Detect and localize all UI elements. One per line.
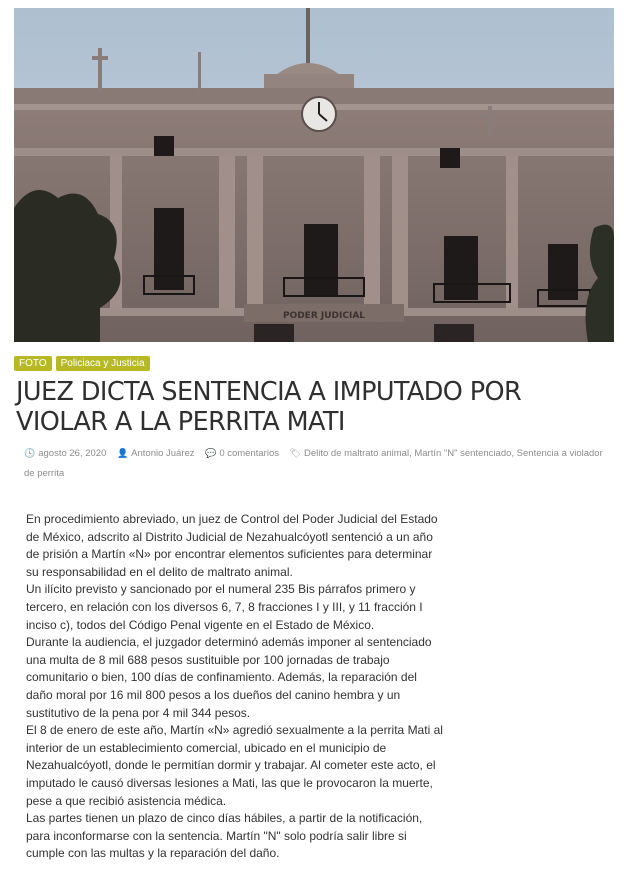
paragraph: En procedimiento abreviado, un juez de Control del Poder Judicial del Estado de México, adscrito al Distrito Judicial de Nezahualcóyotl sentenció a un año de prisión a Martín «N» por encontrar elementos suficientes para determinar su responsabilidad en el delito de maltrato animal.	[26, 512, 438, 579]
tag-link[interactable]: Sentencia a violador de perrita	[24, 448, 603, 479]
tag-icon: 🏷	[289, 448, 301, 458]
tag-link[interactable]: Delito de maltrato animal	[303, 448, 410, 459]
article	[14, 8, 614, 484]
paragraph: Las partes tienen un plazo de cinco días hábiles, a partir de la notificación, para inconformarse con la sentencia. Martín "N" solo podría salir libre si cumple con las multas y la reparación del daño.	[26, 811, 423, 861]
article-title: JUEZ DICTA SENTENCIA A IMPUTADO POR VIOLAR A LA PERRITA MATI	[16, 377, 522, 437]
post-date[interactable]: agosto 26, 2020	[38, 448, 107, 459]
paragraph: Durante la audiencia, el juzgador determinó además imponer al sentenciado una multa de 8 mil 688 pesos sustituible por 100 jornadas de trabajo comunitario o bien, 100 días de confinamiento. Además, la reparación del daño moral por 16 mil 800 pesos a los dueños del canino hembra y un sustitutivo de la pena por 4 mil 344 pesos.	[26, 635, 432, 720]
category-policiaca-justicia[interactable]: Policiaca y Justicia	[56, 356, 150, 371]
tag-link[interactable]: Martín "N" sentenciado	[414, 448, 512, 459]
comment-icon: 💬	[205, 448, 217, 458]
post-meta: 🕓 agosto 26, 2020 👤 Antonio Juárez 💬 0 comentarios 🏷 Delito de maltrato animal, Martín "N" sentenciado, Sentencia a violador de perrita	[24, 448, 603, 479]
building-photo	[14, 8, 614, 342]
building-sign: PODER JUDICIAL	[282, 311, 366, 321]
clock-icon: 🕓	[24, 448, 36, 458]
paragraph: Un ilícito previsto y sancionado por el numeral 235 Bis párrafos primero y tercero, en relación con los diversos 6, 7, 8 fracciones I y III, y 11 fracción I inciso c), todos del Código Penal vigente en el Estado de México.	[26, 582, 423, 632]
featured-image	[14, 8, 614, 342]
user-icon: 👤	[116, 448, 129, 458]
post-comments[interactable]: 0 comentarios	[219, 448, 279, 459]
article-body	[26, 511, 446, 863]
category-foto[interactable]: FOTO	[14, 356, 52, 371]
paragraph: El 8 de enero de este año, Martín «N» agredió sexualmente a la perrita Mati al interior de un establecimiento comercial, ubicado en el municipio de Nezahualcóyotl, donde le permitían dormir y trabajar. Al cometer este acto, el imputado le causó diversas lesiones a Mati, las que le provocaron la muerte, pese a que recibió asistencia médica.	[26, 723, 443, 808]
category-list	[14, 356, 614, 371]
post-author[interactable]: Antonio Juárez	[131, 448, 195, 459]
